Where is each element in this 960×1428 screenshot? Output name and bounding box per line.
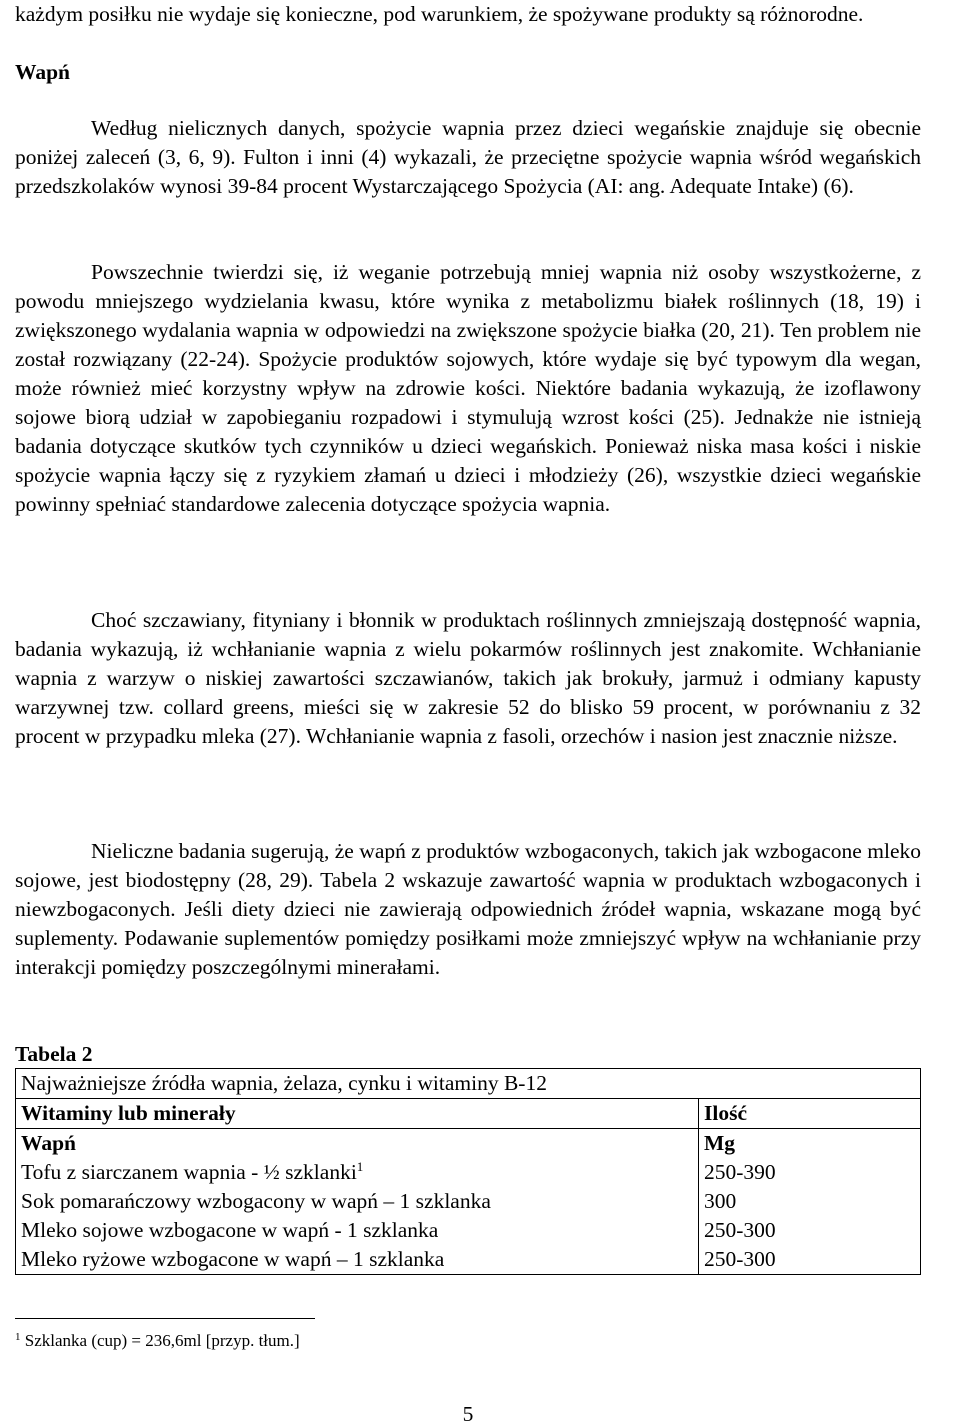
footnote-divider: [15, 1318, 315, 1319]
footnote-ref: 1: [356, 1159, 364, 1174]
page-number: 5: [462, 1402, 474, 1426]
paragraph-fortified-products: Nieliczne badania sugerują, że wapń z produktów wzbogaconych, takich jak wzbogacone mleko sojowe, jest biodostępny (28, 29). Tabela 2 wskazuje zawartość wapnia w produktach wzbogaconych i niewzbogaconych. Jeśli diety dzieci nie zawierają odpowiednich źródeł wapnia, wskazane mogą być suplementy. Podawanie suplementów pomiędzy posiłkami może zmniejszyć wpływ na wchłanianie przy interakcji pomiędzy poszczególnymi minerałami.: [15, 839, 921, 979]
header-amount: Ilość: [699, 1099, 921, 1129]
header-vitamins-minerals: Witaminy lub minerały: [16, 1099, 699, 1129]
paragraph-calcium-intake: Według nielicznych danych, spożycie wapnia przez dzieci wegańskie znajduje się obecnie poniżej zaleceń (3, 6, 9). Fulton i inni (4) wykazali, że przeciętne spożycie wapnia wśród wegańskich przedszkolaków wynosi 39-84 procent Wystarczającego Spożycia (AI: ang. Adequate Intake) (6).: [15, 116, 921, 198]
table-row: [16, 1187, 921, 1216]
section-unit: Mg: [699, 1129, 921, 1159]
table-cell-amount: 250-300: [699, 1216, 921, 1245]
table-row: [16, 1216, 921, 1245]
table-section-row: [16, 1129, 921, 1159]
table-cell-item: Sok pomarańczowy wzbogacony w wapń – 1 szklanka: [16, 1187, 699, 1216]
table-header-row: [16, 1099, 921, 1129]
footnote: [15, 1330, 300, 1352]
section-calcium: Wapń: [16, 1129, 699, 1159]
footnote-mark: 1: [15, 1331, 21, 1343]
table-row: [16, 1245, 921, 1275]
table-row: [16, 1158, 921, 1187]
table-caption-row: [16, 1069, 921, 1099]
table-label: Tabela 2: [15, 1042, 93, 1066]
paragraph-calcium-needs: Powszechnie twierdzi się, iż weganie potrzebują mniej wapnia niż osoby wszystkożerne, z powodu mniejszego wydzielania kwasu, które wynika z metabolizmu białek roślinnych (18, 19) i zwiększonego wydalania wapnia w odpowiedzi na zwiększone spożycie białka (20, 21). Ten problem nie został rozwiązany (22-24). Spożycie produktów sojowych, które wydaje się być typowym dla wegan, może również mieć korzystny wpływ na zdrowie kości. Niektóre badania wykazują, że izoflawony sojowe biorą udział w zapobieganiu rozpadowi i stymulują wzrost kości (25). Jednakże nie istnieją badania dotyczące skutków tych czynników u dzieci wegańskich. Ponieważ niska masa kości i niskie spożycie wapnia łączy się z ryzykiem złamań u dzieci i młodzieży (26), wszystkie dzieci wegańskie powinny spełniać standardowe zalecenia dotyczące spożycia wapnia.: [15, 260, 921, 516]
table-cell-item: Mleko sojowe wzbogacone w wapń - 1 szklanka: [16, 1216, 699, 1245]
paragraph-calcium-absorption: Choć szczawiany, fityniany i błonnik w produktach roślinnych zmniejszają dostępność wapnia, badania wykazują, iż wchłanianie wapnia z wielu pokarmów roślinnych jest znakomite. Wchłanianie wapnia z warzyw o niskiej zawartości szczawianów, takich jak brokuły, jarmuż i odmiany kapusty warzywnej tzw. collard greens, mieści się w zakresie 52 do blisko 59 procent, w porównaniu z 32 procent w przypadku mleka (27). Wchłanianie wapnia z fasoli, orzechów i nasion jest znacznie niższe.: [15, 608, 921, 748]
paragraph-intro: każdym posiłku nie wydaje się konieczne, pod warunkiem, że spożywane produkty są różnorodne.: [15, 2, 864, 26]
footnote-text: Szklanka (cup) = 236,6ml [przyp. tłum.]: [24, 1331, 300, 1350]
table-cell-amount: 250-390: [699, 1158, 921, 1187]
table-cell-amount: 250-300: [699, 1245, 921, 1275]
table-cell-item: Tofu z siarczanem wapnia - ½ szklanki$^1$: [16, 1158, 699, 1187]
section-heading-wapn: Wapń: [15, 60, 70, 84]
table-cell-amount: 300: [699, 1187, 921, 1216]
nutrient-table: [15, 1068, 921, 1275]
table-cell-item: Mleko ryżowe wzbogacone w wapń – 1 szklanka: [16, 1245, 699, 1275]
table-caption: Najważniejsze źródła wapnia, żelaza, cynku i witaminy B-12: [16, 1069, 921, 1099]
